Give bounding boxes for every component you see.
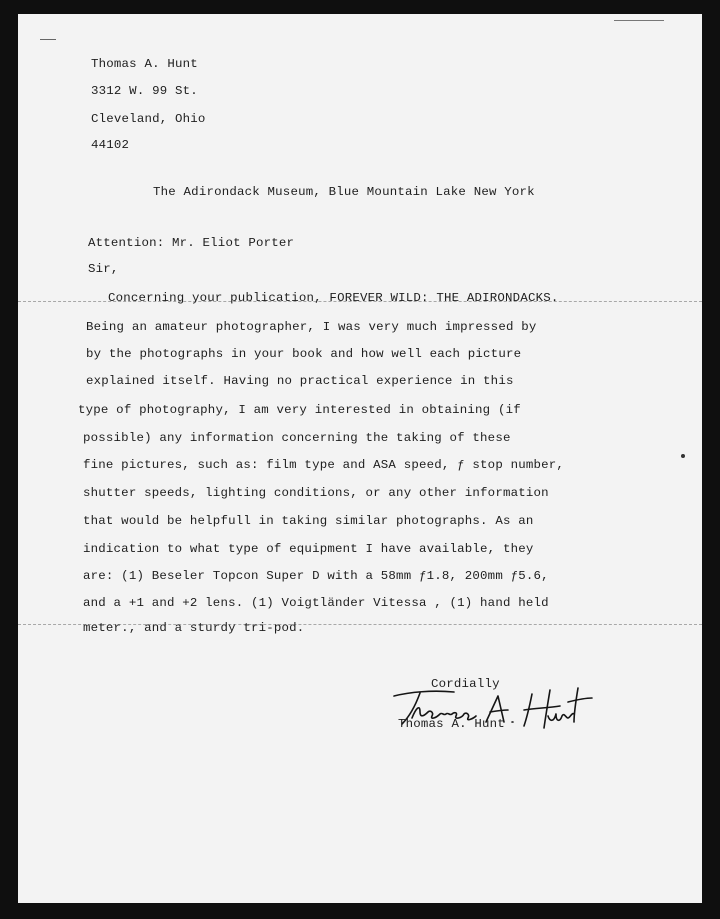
margin-dot xyxy=(681,454,685,458)
sender-city: Cleveland, Ohio xyxy=(91,112,206,126)
sender-name: Thomas A. Hunt xyxy=(91,57,198,71)
attention-line: Attention: Mr. Eliot Porter xyxy=(88,236,295,250)
letter-page xyxy=(18,14,702,903)
signature-name: Thomas A. Hunt xyxy=(398,717,505,731)
body-line: by the photographs in your book and how well each picture xyxy=(86,347,522,361)
body-line: meter., and a sturdy tri-pod. xyxy=(83,621,305,635)
closing: Cordially xyxy=(431,677,500,691)
body-line: indication to what type of equipment I have available, they xyxy=(83,542,534,556)
body-line: Concerning your publication, FOREVER WILD: THE ADIRONDACKS. xyxy=(108,291,559,305)
body-line: explained itself. Having no practical experience in this xyxy=(86,374,514,388)
salutation: Sir, xyxy=(88,262,119,276)
sender-street: 3312 W. 99 St. xyxy=(91,84,198,98)
body-line: type of photography, I am very interested in obtaining (if xyxy=(78,403,521,417)
body-line: are: (1) Beseler Topcon Super D with a 58mm ƒ1.8, 200mm ƒ5.6, xyxy=(83,569,549,583)
corner-mark xyxy=(40,39,56,40)
body-line: possible) any information concerning the taking of these xyxy=(83,431,511,445)
body-line: that would be helpfull in taking similar photographs. As an xyxy=(83,514,534,528)
recipient-line: The Adirondack Museum, Blue Mountain Lake New York xyxy=(153,185,535,199)
top-edge-mark xyxy=(614,20,664,21)
body-line: Being an amateur photographer, I was very much impressed by xyxy=(86,320,537,334)
sender-zip: 44102 xyxy=(91,138,130,152)
body-line: shutter speeds, lighting conditions, or any other information xyxy=(83,486,549,500)
body-line: and a +1 and +2 lens. (1) Voigtländer Vitessa , (1) hand held xyxy=(83,596,549,610)
body-line: fine pictures, such as: film type and ASA speed, ƒ stop number, xyxy=(83,458,565,472)
